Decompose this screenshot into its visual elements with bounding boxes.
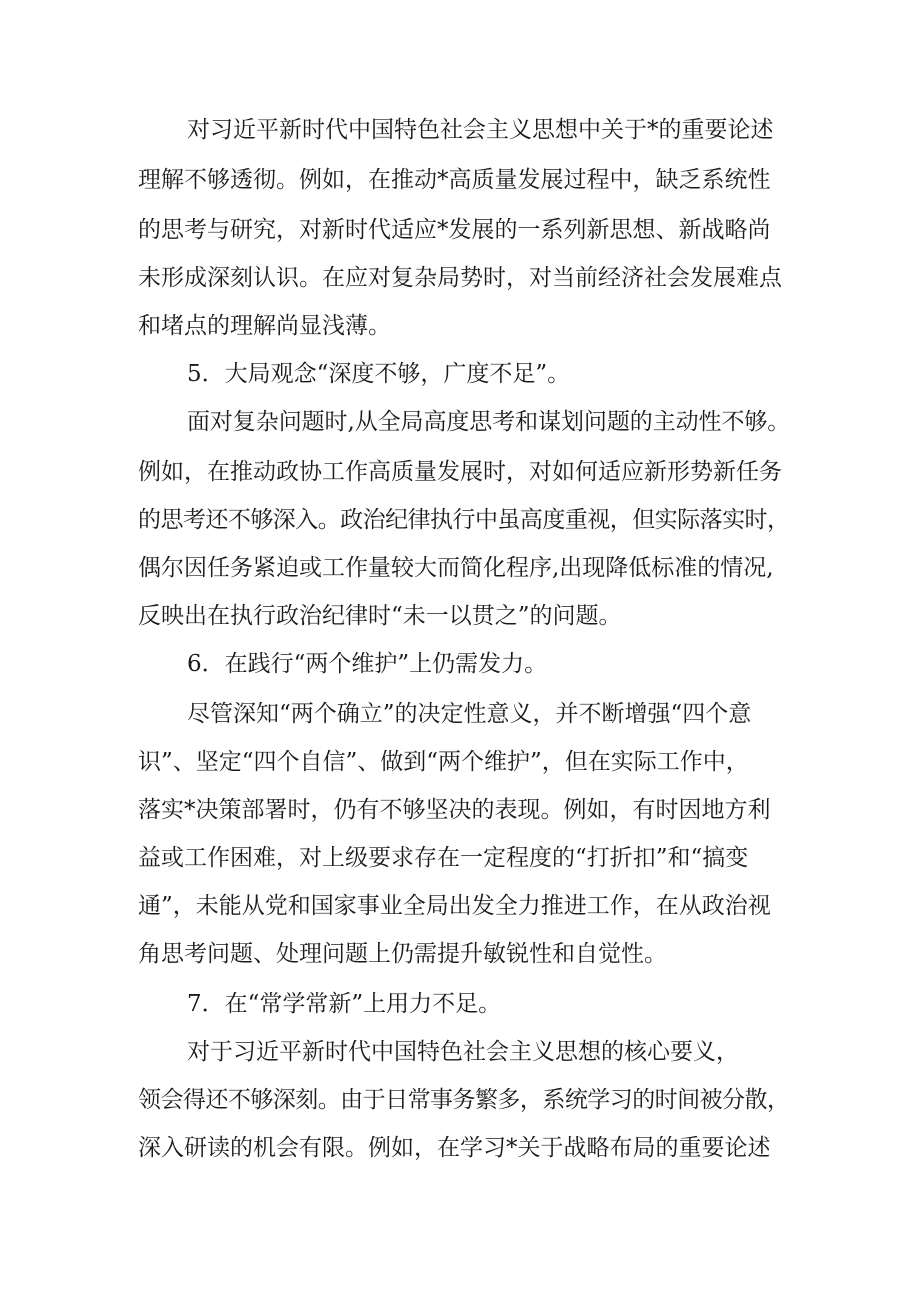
section-heading: 6．在践行“两个维护”上仍需发力。 [187, 651, 548, 677]
paragraph-line: 和堵点的理解尚显浅薄。 [138, 313, 391, 339]
section-heading: 5．大局观念“深度不够，广度不足”。 [187, 361, 571, 387]
paragraph-line: 的思考还不够深入。政治纪律执行中虽高度重视，但实际落实时， [138, 507, 790, 533]
paragraph-line: 识”、坚定“四个自信”、做到“两个维护”，但在实际工作中， [138, 749, 749, 775]
paragraph-line: 深入研读的机会有限。例如，在学习*关于战略布局的重要论述 [138, 1135, 771, 1161]
paragraph-line: 对习近平新时代中国特色社会主义思想中关于*的重要论述 [187, 117, 774, 143]
paragraph-line: 的思考与研究，对新时代适应*发展的一系列新思想、新战略尚 [138, 217, 771, 243]
paragraph-line: 例如，在推动政协工作高质量发展时，对如何适应新形势新任务 [138, 459, 782, 485]
paragraph-line: 对于习近平新时代中国特色社会主义思想的核心要义， [187, 1039, 739, 1065]
paragraph-line: 面对复杂问题时,从全局高度思考和谋划问题的主动性不够。 [187, 409, 791, 435]
paragraph-line: 落实*决策部署时，仍有不够坚决的表现。例如，有时因地方利 [138, 797, 771, 823]
paragraph-line: 偶尔因任务紧迫或工作量较大而简化程序,出现降低标准的情况, [138, 555, 774, 581]
paragraph-line: 反映出在执行政治纪律时“未一以贯之”的问题。 [138, 603, 622, 629]
paragraph-line: 未形成深刻认识。在应对复杂局势时，对当前经济社会发展难点 [138, 265, 782, 291]
paragraph-line: 益或工作困难，对上级要求存在一定程度的“打折扣”和“搞变 [138, 845, 749, 871]
section-heading: 7．在“常学常新”上用力不足。 [187, 991, 502, 1017]
paragraph-line: 角思考问题、处理问题上仍需提升敏锐性和自觉性。 [138, 941, 667, 967]
paragraph-line: 通”，未能从党和国家事业全局出发全力推进工作，在从政治视 [138, 893, 771, 919]
paragraph-line: 领会得还不够深刻。由于日常事务繁多，系统学习的时间被分散， [138, 1087, 790, 1113]
paragraph-line: 理解不够透彻。例如，在推动*高质量发展过程中，缺乏系统性 [138, 167, 771, 193]
paragraph-line: 尽管深知“两个确立”的决定性意义，并不断增强“四个意 [187, 701, 752, 727]
